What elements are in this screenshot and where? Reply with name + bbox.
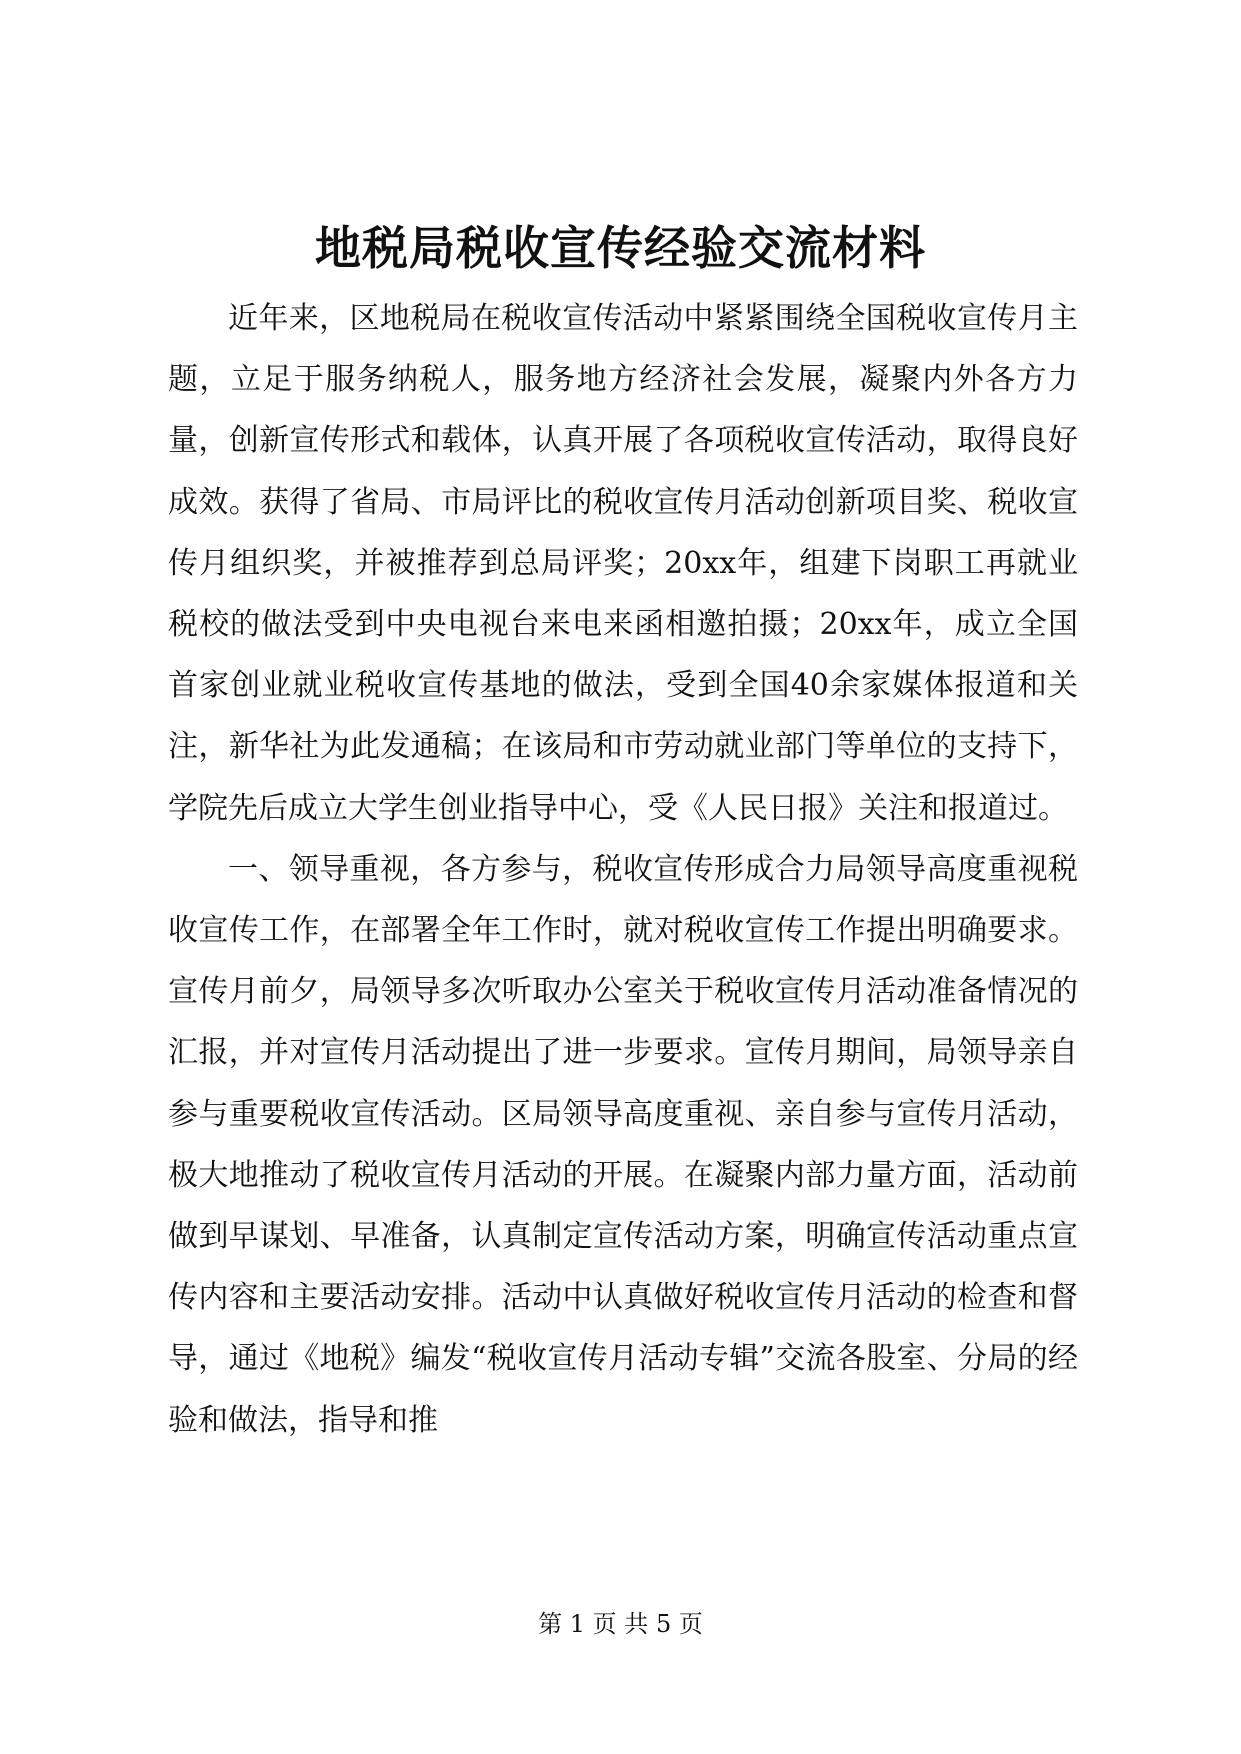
paragraph: 近年来，区地税局在税收宣传活动中紧紧围绕全国税收宣传月主题，立足于服务纳税人，服务地方经济社会发展，凝聚内外各方力量，创新宣传形式和载体，认真开展了各项税收宣传活动，取得良好成效。获得了省局、市局评比的税收宣传月活动创新项目奖、税收宣传月组织奖，并被推荐到总局评奖；20xx年，组建下岗职工再就业税校的做法受到中央电视台来电来函相邀拍摄；20xx年，成立全国首家创业就业税收宣传基地的做法，受到全国40余家媒体报道和关注，新华社为此发通稿；在该局和市劳动就业部门等单位的支持下，学院先后成立大学生创业指导中心，受《人民日报》关注和报道过。 bbox=[168, 301, 1078, 826]
document-body bbox=[168, 288, 1078, 1451]
paragraph: 一、领导重视，各方参与，税收宣传形成合力局领导高度重视税收宣传工作，在部署全年工作时，就对税收宣传工作提出明确要求。宣传月前夕，局领导多次听取办公室关于税收宣传月活动准备情况的汇报，并对宣传月活动提出了进一步要求。宣传月期间，局领导亲自参与重要税收宣传活动。区局领导高度重视、亲自参与宣传月活动，极大地推动了税收宣传月活动的开展。在凝聚内部力量方面，活动前做到早谋划、早准备，认真制定宣传活动方案，明确宣传活动重点宣传内容和主要活动安排。活动中认真做好税收宣传月活动的检查和督导，通过《地税》编发“税收宣传月活动专辑”交流各股室、分局的经验和做法，指导和推 bbox=[168, 851, 1078, 1438]
page-number-footer: 第 1 页 共 5 页 bbox=[538, 1610, 703, 1638]
page-title: 地税局税收宣传经验交流材料 bbox=[315, 221, 926, 275]
